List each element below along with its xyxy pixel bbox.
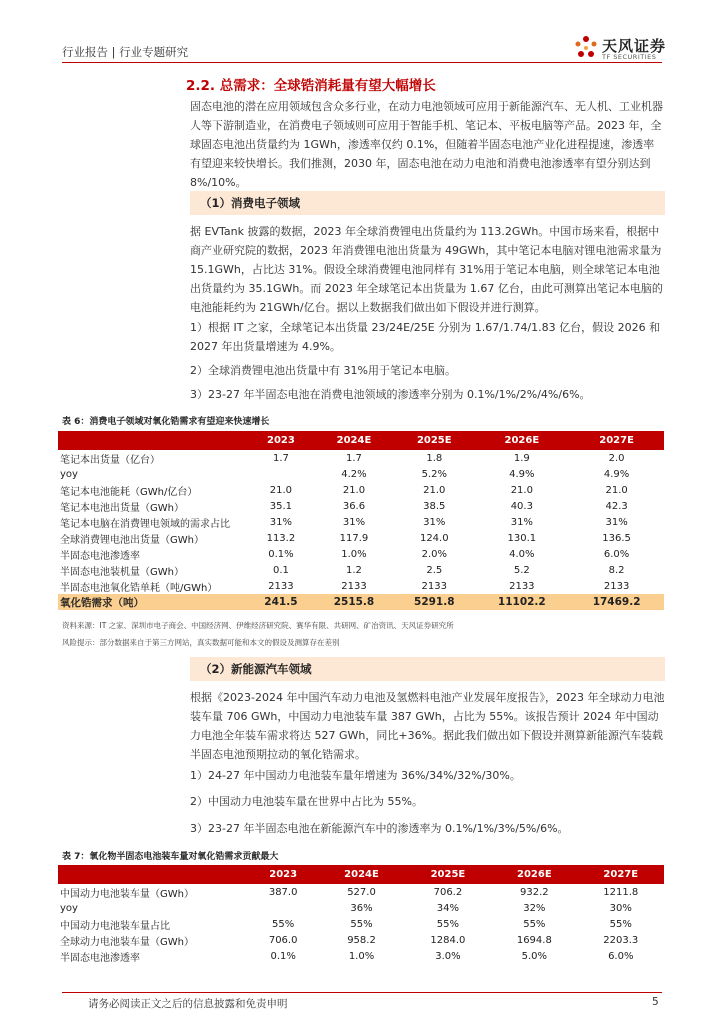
row-label: 半固态电池装机量（GWh）	[60, 566, 184, 578]
section-title: 2.2. 总需求：全球锆消耗量有望大幅增长	[186, 78, 436, 94]
table-cell: 35.1	[269, 500, 293, 512]
table-cell: 55%	[272, 918, 295, 930]
table-cell: 31%	[342, 516, 366, 528]
table-cell: 55%	[523, 918, 546, 930]
table-cell: 2133	[421, 580, 447, 592]
table-row	[58, 482, 664, 498]
table-cell: 34%	[436, 902, 460, 914]
table-cell: 1.9	[513, 452, 530, 464]
table-cell: 124.0	[419, 532, 449, 544]
table6-header-2026e: 2026E	[474, 431, 569, 450]
logo-cn: 天风证券	[602, 37, 667, 55]
table-cell: 2.5	[426, 564, 443, 576]
table-cell: 31%	[423, 516, 446, 528]
table-cell: 5.0%	[521, 950, 548, 962]
table-row	[58, 546, 664, 562]
table-cell: 6.0%	[608, 950, 634, 962]
table6-header-2027e: 2027E	[569, 431, 664, 450]
table7-header-2023: 2023	[248, 865, 318, 884]
table-cell: 21.0	[269, 484, 293, 496]
table-cell: 4.9%	[509, 468, 535, 480]
row-label: 全球消费锂电池出货量（GWh）	[60, 534, 204, 546]
row-label: 半固态电池渗透率	[60, 952, 140, 964]
assumption-2: 2）全球消费锂电池出货量中有 31%用于笔记本电脑。	[190, 364, 456, 377]
table-cell: 2133	[509, 580, 535, 592]
table6-header-row	[58, 431, 664, 450]
subsection-consumer: （1）消费电子领域	[190, 191, 665, 215]
table-cell: 706.0	[268, 934, 298, 946]
row-label: 半固态电池氧化锆单耗（吨/GWh）	[60, 582, 218, 594]
table-cell: 2133	[341, 580, 367, 592]
table6-header-blank	[58, 431, 248, 450]
table-cell: 38.5	[423, 500, 446, 512]
ev-assumption-1: 1）24-27 年中国动力电池装车量年增速为 36%/34%/32%/30%。	[190, 769, 521, 782]
row-label: yoy	[60, 902, 78, 914]
table-cell: 117.9	[339, 532, 369, 544]
table-row	[58, 884, 664, 900]
table-row	[58, 514, 664, 530]
table7-header-2026e: 2026E	[491, 865, 577, 884]
table-cell: 1211.8	[603, 886, 639, 898]
table-cell: 31%	[605, 516, 628, 528]
table7	[58, 865, 664, 964]
row-label: 中国动力电池装车量占比	[60, 920, 170, 932]
row-label: yoy	[60, 468, 78, 480]
table-row	[58, 932, 664, 948]
table-cell: 31%	[510, 516, 533, 528]
row-label: 半固态电池渗透率	[60, 550, 140, 562]
ev-assumption-3: 3）23-27 年半固态电池在新能源汽车中的渗透率为 0.1%/1%/3%/5%/6%。	[190, 822, 569, 835]
ev-paragraph: 根据《2023-2024 年中国汽车动力电池及氢燃料电池产业发展年度报告》，2023 年全球动力电池装车量 706 GWh，中国动力电池装车量 387 GWh，占比为 55%。该报告预计 2024 年中国动力电池全年装车需求将达 527 GWh，同比+36%。据此我们做出如下假设并测算新能源汽车装载半固态电池预期拉动的氧化锆需求。	[190, 691, 665, 761]
table-cell: 1.2	[346, 564, 362, 576]
subsection-ev: （2）新能源汽车领域	[190, 657, 665, 681]
table-cell: 4.0%	[509, 548, 535, 560]
table-cell: 30%	[609, 902, 632, 914]
table-cell: 3.0%	[435, 950, 461, 962]
table-cell: 8.2	[608, 564, 625, 576]
logo-mark-icon	[572, 34, 600, 62]
table-cell: 2515.8	[314, 594, 394, 610]
table-cell: 55%	[609, 918, 632, 930]
table6	[58, 431, 664, 610]
table-cell: 0.1%	[270, 950, 296, 962]
table-cell: 130.1	[507, 532, 537, 544]
intro-paragraph: 固态电池的潜在应用领域包含众多行业，在动力电池领域可应用于新能源汽车、无人机、工业机器人等下游制造业，在消费电子领域则可应用于智能手机、笔记本、平板电脑等产品。2023 年，全球固态电池出货量约为 1GWh，渗透率仅约 0.1%，但随着半固态电池产业化进程提速，渗透率有望迎来较快增长。我们推测，2030 年，固态电池在动力电池和消费电池渗透率有望分别达到 8%/10%。	[190, 100, 663, 189]
table-cell	[248, 466, 314, 482]
table-cell: 5.2%	[421, 468, 447, 480]
table-row	[58, 498, 664, 514]
table-cell: 2133	[268, 580, 294, 592]
table-cell: 17469.2	[569, 594, 664, 610]
table-cell: 5291.8	[394, 594, 474, 610]
table-cell: 1694.8	[516, 934, 552, 946]
table-cell: 932.2	[520, 886, 549, 898]
table-cell: 36%	[350, 902, 373, 914]
table-cell: 5.2	[513, 564, 530, 576]
table6-source: 资料来源：IT 之家、深圳市电子商会、中国经济网、伊维经济研究院、赛华有限、共研网、矿冶资讯、天风证券研究所	[62, 621, 454, 630]
row-label: 笔记本出货量（亿台）	[60, 454, 160, 466]
row-label: 笔记本电池能耗（GWh/亿台）	[60, 486, 198, 498]
table-cell: 387.0	[268, 886, 298, 898]
table7-header-2027e: 2027E	[578, 865, 664, 884]
row-label: 笔记本电池出货量（GWh）	[60, 502, 184, 514]
table6-header-2023: 2023	[248, 431, 314, 450]
table7-header-2024e: 2024E	[318, 865, 404, 884]
table-row	[58, 530, 664, 546]
table-row	[58, 900, 664, 916]
table-cell: 1.0%	[341, 548, 367, 560]
table-cell: 527.0	[347, 886, 376, 898]
table-cell: 55%	[436, 918, 460, 930]
table-cell: 11102.2	[474, 594, 569, 610]
table-cell: 1.8	[426, 452, 443, 464]
table7-header-blank	[58, 865, 248, 884]
table-cell: 6.0%	[603, 548, 630, 560]
table-cell: 40.3	[510, 500, 533, 512]
row-label: 氧化锆需求（吨）	[58, 594, 248, 610]
table6-title: 表 6：消费电子领域对氧化锆需求有望迎来快速增长	[62, 417, 270, 427]
table-cell: 31%	[269, 516, 293, 528]
table-row	[58, 916, 664, 932]
table-cell: 2.0	[608, 452, 625, 464]
table-cell: 241.5	[248, 594, 314, 610]
table-row	[58, 466, 664, 482]
table7-header-row	[58, 865, 664, 884]
row-label: 全球动力电池装车量（GWh）	[60, 936, 194, 948]
table6-header-2024e: 2024E	[314, 431, 394, 450]
table-cell	[248, 900, 318, 916]
table7-title: 表 7：氧化物半固态电池装车量对氧化锆需求贡献最大	[62, 852, 279, 862]
table-cell: 2203.3	[603, 934, 639, 946]
table-cell: 0.1	[272, 564, 289, 576]
table-cell: 32%	[523, 902, 546, 914]
assumption-3: 3）23-27 年半固态电池在消费电池领域的渗透率分别为 0.1%/1%/2%/4%/6%。	[190, 388, 591, 401]
table6-header-2025e: 2025E	[394, 431, 474, 450]
assumption-1: 1）根据 IT 之家，全球笔记本出货量 23/24E/25E 分别为 1.67/1.74/1.83 亿台，假设 2026 和 2027 年出货量增速为 4.9%。	[190, 321, 661, 353]
table-cell: 4.2%	[341, 468, 367, 480]
footer-divider	[62, 992, 662, 993]
table-cell: 42.3	[605, 500, 628, 512]
logo-en: TF SECURITIES	[602, 53, 657, 61]
table-cell: 21.0	[605, 484, 628, 496]
header-divider	[62, 62, 662, 63]
consumer-paragraph: 据 EVTank 披露的数据，2023 年全球消费锂电出货量约为 113.2GWh。中国市场来看，根据中商产业研究院的数据，2023 年消费锂电池出货量为 49GWh，其中笔记本电脑对锂电池需求量为 15.1GWh，占比达 31%。假设全球消费锂电池同样有 31%用于笔记本电脑，则全球笔记本电池出货量约为 35.1GWh。而 2023 年全球笔记本出货量为 1.67 亿台，由此可测算出笔记本电脑的电池能耗约为 21GWh/亿台。据以上数据我们做出如下假设并进行测算。	[190, 225, 663, 314]
table-cell: 1.7	[346, 452, 362, 464]
page-number: 5	[652, 996, 659, 1008]
table-cell: 1284.0	[430, 934, 466, 946]
table-row	[58, 562, 664, 578]
table-cell: 113.2	[266, 532, 296, 544]
table6-risk: 风险提示：部分数据来自于第三方网站，真实数据可能和本文的假设及测算存在差别	[62, 638, 340, 647]
table-cell: 0.1%	[268, 548, 294, 560]
disclaimer-note: 请务必阅读正文之后的信息披露和免责申明	[88, 998, 288, 1010]
table-cell: 1.7	[272, 452, 289, 464]
ev-assumption-2: 2）中国动力电池装车量在世界中占比为 55%。	[190, 795, 423, 808]
table-cell: 21.0	[423, 484, 446, 496]
table-row	[58, 578, 664, 594]
highlight-row	[58, 594, 664, 610]
table-cell: 21.0	[510, 484, 533, 496]
table-row	[58, 450, 664, 466]
row-label: 笔记本电脑在消费锂电领域的需求占比	[60, 518, 230, 530]
table-cell: 21.0	[342, 484, 366, 496]
table-cell: 136.5	[602, 532, 631, 544]
table-cell: 36.6	[342, 500, 366, 512]
report-category: 行业报告 | 行业专题研究	[62, 45, 189, 59]
table-cell: 958.2	[347, 934, 376, 946]
row-label: 中国动力电池装车量（GWh）	[60, 888, 194, 900]
table-cell: 2133	[603, 580, 630, 592]
table-cell: 4.9%	[603, 468, 630, 480]
table-cell: 2.0%	[421, 548, 447, 560]
brand-logo	[572, 34, 672, 62]
table-cell: 706.2	[433, 886, 463, 898]
table-cell: 55%	[350, 918, 373, 930]
table-row	[58, 948, 664, 964]
table7-header-2025e: 2025E	[405, 865, 491, 884]
table-cell: 1.0%	[348, 950, 375, 962]
